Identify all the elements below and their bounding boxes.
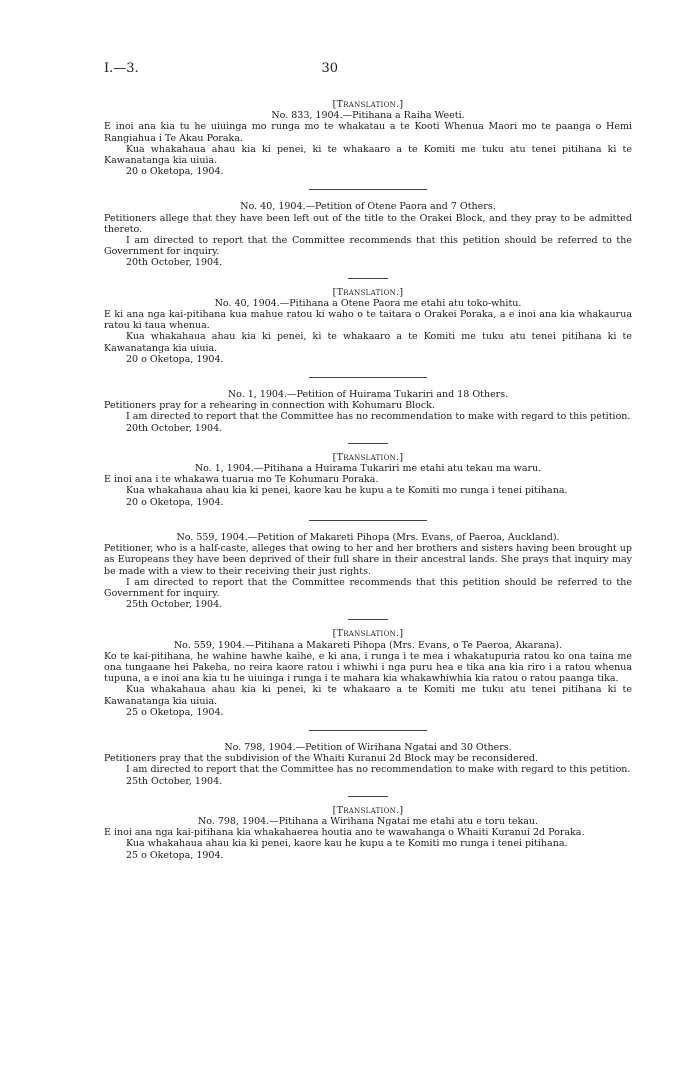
petition-prayer: E ki ana nga kai-pitihana kua mahue ratou ki waho o te taitara o Orakei Poraka, a e inoi ana kia whakaurua ratou ki taua whenua.: [104, 309, 632, 332]
petition-prayer: Petitioners pray for a rehearing in connection with Kohumaru Block.: [104, 400, 435, 412]
committee-report: I am directed to report that the Committee has no recommendation to make with regard to this petition.: [126, 764, 631, 776]
petition-title: No. 1, 1904.—Petition of Huirama Tukariri and 18 Others.: [227, 389, 509, 401]
petition-prayer: E inoi ana i te whakawa tuarua mo Te Kohumaru Poraka.: [104, 474, 379, 486]
petition-title: No. 798, 1904.—Petition of Wirihana Ngatai and 30 Others.: [224, 741, 512, 753]
report-date: 20th October, 1904.: [126, 257, 223, 269]
petition-title: No. 40, 1904.—Pitihana a Otene Paora me etahi atu toko-whitu.: [214, 297, 522, 309]
report-date: 25th October, 1904.: [126, 775, 223, 787]
translation-label: [Translation.]: [332, 451, 404, 463]
committee-report: Kua whakahaua ahau kia ki penei, ki te whakaaro a te Komiti me tuku atu tenei pitihana ki te Kawanatanga kia uiuia.: [104, 331, 632, 354]
petition-title: No. 798, 1904.—Pitihana a Wirihana Ngatai me etahi atu e toru tekau.: [197, 815, 539, 827]
translation-divider: [348, 443, 388, 444]
petition-section: [104, 99, 632, 177]
page-number: 30: [321, 61, 338, 76]
committee-report: Kua whakahaua ahau kia ki penei, kaore kau he kupu a te Komiti mo runga i tenei pitihana.: [126, 485, 568, 497]
paper-series-number: I.—3.: [104, 61, 139, 76]
petition-title: No. 40, 1904.—Petition of Otene Paora and 7 Others.: [240, 201, 496, 213]
translation-label: [Translation.]: [332, 628, 404, 640]
petition-prayer: E inoi ana nga kai-pitihana kia whakahaerea houtia ano te wawahanga o Whaiti Kuranui 2d Poraka.: [104, 827, 585, 839]
petition-section: [104, 452, 632, 508]
petition-section: [104, 805, 632, 861]
committee-report: I am directed to report that the Committee recommends that this petition should be referred to the Government for inquiry.: [104, 235, 632, 258]
translation-divider: [348, 278, 388, 279]
committee-report: I am directed to report that the Committee has no recommendation to make with regard to this petition.: [126, 411, 631, 423]
report-date: 20 o Oketopa, 1904.: [126, 496, 224, 508]
running-header: [104, 62, 338, 75]
translation-divider: [348, 619, 388, 620]
petition-section: [104, 287, 632, 365]
committee-report: Kua whakahaua ahau kia ki penei, ki te whakaaro a te Komiti me tuku atu tenei pitihana ki te Kawanatanga kia uiuia.: [104, 684, 632, 707]
petition-prayer: Petitioners allege that they have been left out of the title to the Orakei Block, and they pray to be admitted thereto.: [104, 212, 632, 235]
section-divider: [309, 520, 427, 521]
petition-section: [104, 201, 632, 268]
section-divider: [309, 189, 427, 190]
report-date: 20th October, 1904.: [126, 422, 223, 434]
petition-title: No. 559, 1904.—Petition of Makareti Pihopa (Mrs. Evans, of Paeroa, Auckland).: [176, 531, 560, 543]
translation-label: [Translation.]: [332, 99, 404, 110]
report-date: 20 o Oketopa, 1904.: [126, 353, 224, 365]
report-date: 25th October, 1904.: [126, 599, 223, 611]
translation-label: [Translation.]: [332, 286, 404, 298]
committee-report: I am directed to report that the Committee recommends that this petition should be referred to the Government for inquiry.: [104, 576, 632, 599]
translation-label: [Translation.]: [332, 804, 404, 816]
petition-section: [104, 742, 632, 787]
petition-title: No. 833, 1904.—Pitihana a Raiha Weeti.: [271, 110, 465, 122]
petition-section: [104, 389, 632, 434]
report-date: 20 o Oketopa, 1904.: [126, 166, 224, 178]
petition-list: [104, 96, 632, 861]
petition-title: No. 559, 1904.—Pitihana a Makareti Pihopa (Mrs. Evans, o Te Paeroa, Akarana).: [173, 639, 563, 651]
committee-report: Kua whakahaua ahau kia ki penei, kaore kau he kupu a te Komiti mo runga i tenei pitihana.: [126, 838, 568, 850]
petition-prayer: Ko te kai-pitihana, he wahine hawhe kaihe, e ki ana, i runga i te mea i whakatupuria ratou ko ona taina me ona tungaane hei Pakeha, no reira kaore ratou i whiwhi i nga puru hea e tika ana kia riro i a ratou whenua tupuna, a e inoi ana kia tu he uiuinga i runga i te mahara kia whakawhiwhia kia ratou o ratou paanga tika.: [104, 650, 632, 685]
section-divider: [309, 730, 427, 731]
petition-title: No. 1, 1904.—Pitihana a Huirama Tukariri me etahi atu tekau ma waru.: [194, 463, 542, 475]
report-date: 25 o Oketopa, 1904.: [126, 706, 224, 718]
committee-report: Kua whakahaua ahau kia ki penei, ki te whakaaro a te Komiti me tuku atu tenei pitihana ki te Kawanatanga kia uiuia.: [104, 143, 632, 167]
translation-divider: [348, 796, 388, 797]
report-date: 25 o Oketopa, 1904.: [126, 849, 224, 861]
petition-prayer: Petitioners pray that the subdivision of the Whaiti Kuranui 2d Block may be reconsidered.: [104, 753, 539, 765]
petition-prayer: Petitioner, who is a half-caste, alleges that owing to her and her brothers and sisters having been brought up as Europeans they have been deprived of their full share in their ancestral lands. She prays that inquiry may be made with a view to their receiving their just rights.: [104, 543, 632, 577]
petition-prayer: E inoi ana kia tu he uiuinga mo runga mo te whakatau a te Kooti Whenua Maori mo te paanga o Hemi Rangiahua i Te Akau Poraka.: [104, 121, 632, 144]
petition-section: [104, 532, 632, 610]
petition-section: [104, 628, 632, 718]
section-divider: [309, 377, 427, 378]
